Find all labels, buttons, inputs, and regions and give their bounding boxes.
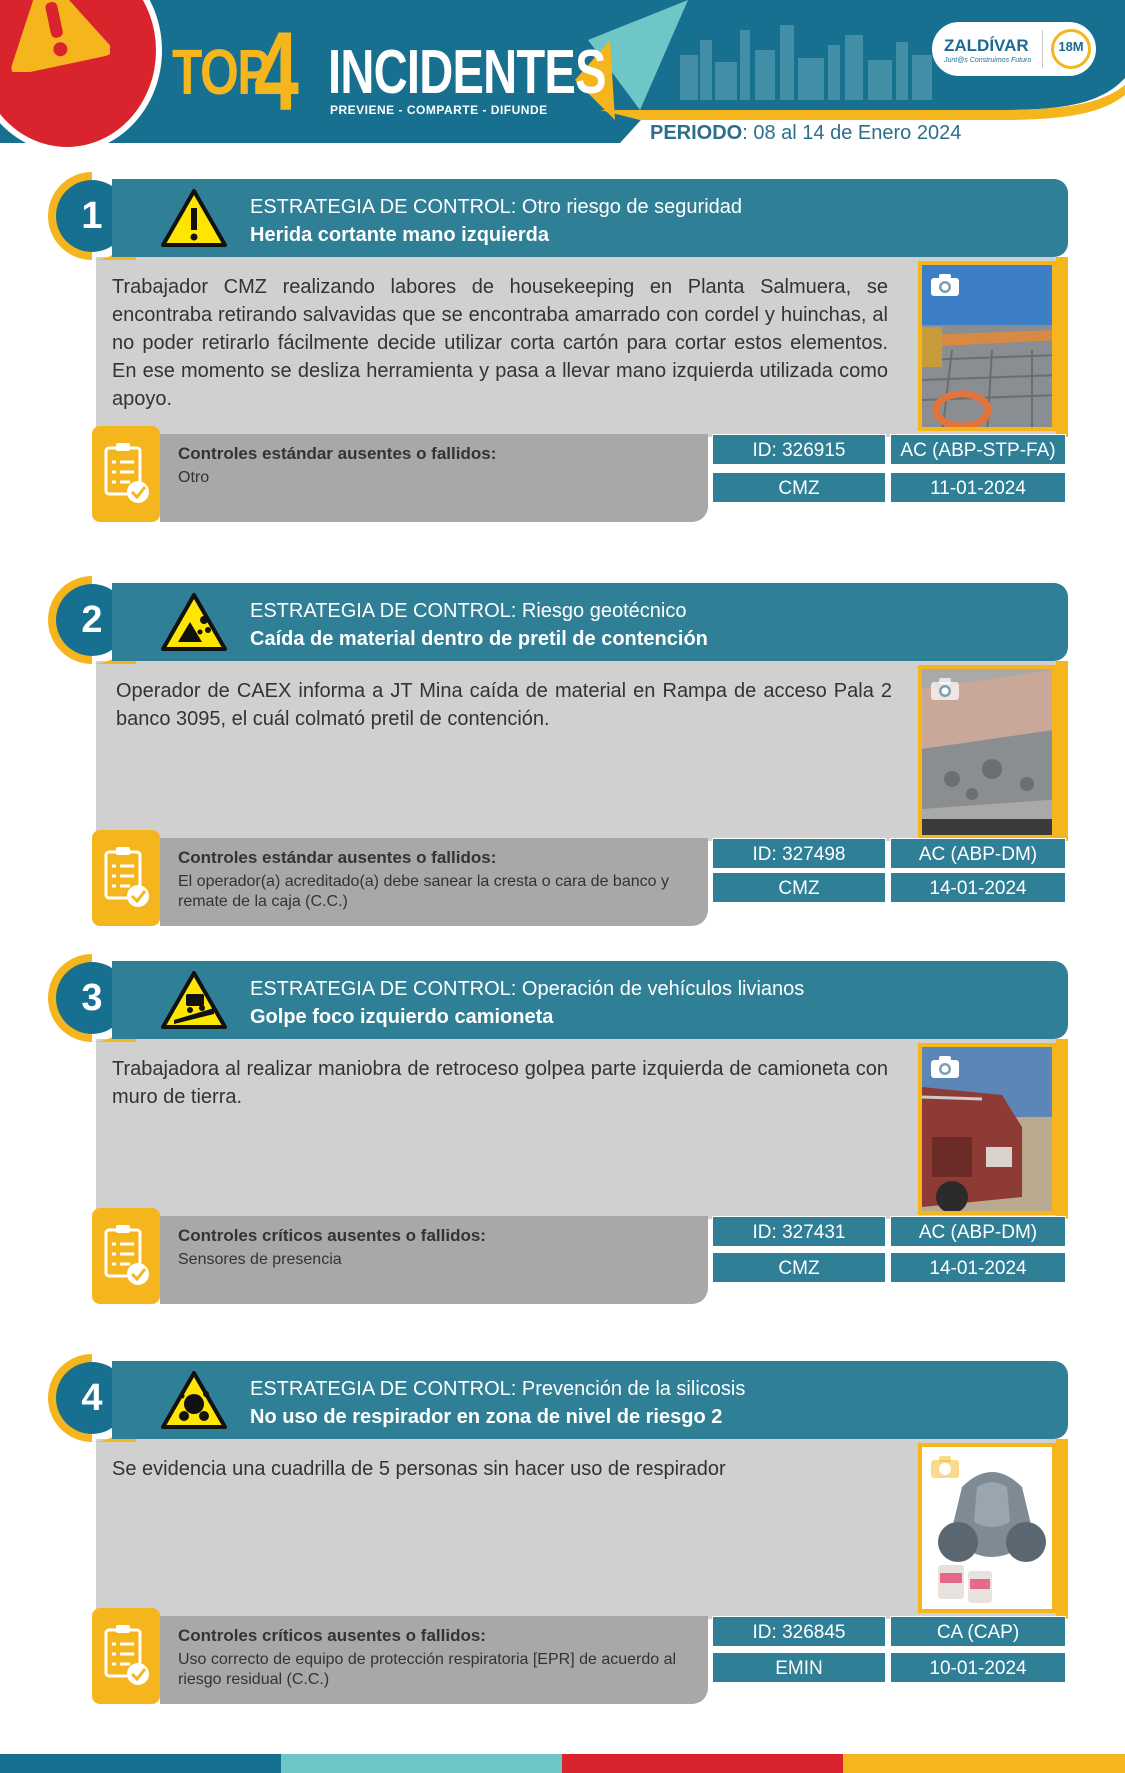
logo-slogan: Junt@s Construimos Futuro	[944, 57, 1032, 64]
controls-box	[160, 434, 708, 522]
incident-id: ID: 327498	[712, 838, 886, 869]
incident-id: ID: 327431	[712, 1216, 886, 1247]
control-strategy: ESTRATEGIA DE CONTROL: Riesgo geotécnico	[250, 600, 687, 622]
incident-title: Caída de material dentro de pretil de contención	[250, 628, 708, 650]
controls-box	[160, 1616, 708, 1704]
incident-number: 4	[81, 1377, 103, 1419]
incident-classification: AC (ABP-DM)	[890, 838, 1066, 869]
checklist-icon-box	[92, 426, 160, 522]
controls-title: Controles críticos ausentes o fallidos:	[178, 1226, 486, 1245]
logo-name: ZALDÍVAR	[944, 36, 1029, 55]
incident-number: 1	[81, 195, 103, 237]
period-value: : 08 al 14 de Enero 2024	[742, 122, 962, 144]
respiratory-hazard-icon	[160, 1370, 228, 1430]
title-number: 4	[254, 9, 299, 134]
card-accent	[1056, 661, 1068, 841]
vehicle-hazard-icon	[160, 970, 228, 1030]
incident-classification: CA (CAP)	[890, 1616, 1066, 1647]
card-accent	[1056, 1039, 1068, 1219]
controls-box	[160, 838, 708, 926]
card-accent	[1056, 1439, 1068, 1619]
checklist-icon	[92, 426, 160, 522]
camera-icon	[930, 273, 960, 297]
incident-description: Trabajadora al realizar maniobra de retroceso golpea parte izquierda de camioneta con muro de tierra.	[112, 1058, 888, 1108]
incident-photo[interactable]	[918, 1043, 1056, 1215]
controls-text: Otro	[178, 469, 210, 486]
incident-photo[interactable]	[918, 261, 1056, 431]
camera-icon	[930, 1055, 960, 1079]
controls-box	[160, 1216, 708, 1304]
incident-title: Herida cortante mano izquierda	[250, 224, 549, 246]
footer-bar-teal	[0, 1754, 281, 1773]
incident-date: 11-01-2024	[890, 472, 1066, 503]
incident-number: 2	[81, 599, 103, 641]
incident-date: 14-01-2024	[890, 1252, 1066, 1283]
incident-body	[96, 1439, 1068, 1619]
alert-icon	[0, 0, 110, 72]
controls-text: Uso correcto de equipo de protección respiratoria [EPR] de acuerdo al riesgo residual (C.C.)	[178, 1651, 677, 1688]
title-main: INCIDENTES	[328, 38, 606, 107]
footer-bar-light-teal	[281, 1754, 562, 1773]
card-accent	[1056, 257, 1068, 437]
incident-card	[0, 1350, 1125, 1710]
logo-divider	[1042, 30, 1043, 68]
control-strategy: ESTRATEGIA DE CONTROL: Otro riesgo de seguridad	[250, 196, 743, 218]
incident-company: EMIN	[712, 1652, 886, 1683]
incident-card	[0, 950, 1125, 1310]
incident-body	[96, 1039, 1068, 1219]
incident-card	[0, 168, 1125, 528]
warning-triangle-icon	[160, 188, 228, 248]
controls-title: Controles estándar ausentes o fallidos:	[178, 848, 497, 867]
checklist-icon	[92, 1208, 160, 1304]
incident-title: No uso de respirador en zona de nivel de riesgo 2	[250, 1406, 723, 1428]
anniversary-badge	[1051, 29, 1091, 69]
control-strategy: ESTRATEGIA DE CONTROL: Operación de vehículos livianos	[250, 978, 805, 1000]
incident-date: 10-01-2024	[890, 1652, 1066, 1683]
controls-text: Sensores de presencia	[178, 1251, 342, 1268]
period-label: PERIODO	[650, 122, 743, 144]
checklist-icon	[92, 830, 160, 926]
company-logo	[932, 22, 1096, 76]
title-top: TOP	[172, 36, 270, 108]
checklist-icon-box	[92, 830, 160, 926]
incident-id: ID: 326915	[712, 434, 886, 465]
checklist-icon-box	[92, 1608, 160, 1704]
incident-body	[96, 257, 1068, 437]
incident-description: Operador de CAEX informa a JT Mina caída de material en Rampa de acceso Pala 2 banco 3095, el cuál colmató pretil de contención.	[116, 680, 892, 730]
footer-bar-yellow	[843, 1754, 1125, 1773]
period	[650, 122, 961, 145]
incident-company: CMZ	[712, 872, 886, 903]
incident-body	[96, 661, 1068, 841]
report-header	[0, 0, 1125, 150]
checklist-icon	[92, 1608, 160, 1704]
footer-bar-red	[562, 1754, 843, 1773]
control-strategy: ESTRATEGIA DE CONTROL: Prevención de la silicosis	[250, 1378, 746, 1400]
incident-date: 14-01-2024	[890, 872, 1066, 903]
incident-id: ID: 326845	[712, 1616, 886, 1647]
incident-number: 3	[81, 977, 103, 1019]
incident-title: Golpe foco izquierdo camioneta	[250, 1006, 554, 1028]
controls-title: Controles estándar ausentes o fallidos:	[178, 444, 497, 463]
camera-icon	[930, 677, 960, 701]
tagline: PREVIENE - COMPARTE - DIFUNDE	[330, 103, 548, 117]
incident-description: Se evidencia una cuadrilla de 5 personas sin hacer uso de respirador	[112, 1458, 726, 1480]
incident-classification: AC (ABP-DM)	[890, 1216, 1066, 1247]
incident-classification: AC (ABP-STP-FA)	[890, 434, 1066, 465]
incident-description: Trabajador CMZ realizando labores de housekeeping en Planta Salmuera, se encontraba retirando salvavidas que se encontraba amarrado con cordel y huinchas, al no poder retirarlo fácilmente decide utilizar corta cartón para cortar estos elementos. En ese momento se desliza herramienta y pasa a llevar mano izquierda utilizada como apoyo.	[112, 276, 888, 410]
camera-icon	[930, 1455, 960, 1479]
incident-photo[interactable]	[918, 665, 1056, 839]
incident-photo[interactable]	[918, 1443, 1056, 1613]
incident-company: CMZ	[712, 472, 886, 503]
checklist-icon-box	[92, 1208, 160, 1304]
falling-rocks-icon	[160, 592, 228, 652]
incident-card	[0, 572, 1125, 932]
controls-title: Controles críticos ausentes o fallidos:	[178, 1626, 486, 1645]
controls-text: El operador(a) acreditado(a) debe sanear la cresta o cara de banco y remate de la caja (C.C.)	[178, 873, 669, 910]
incident-company: CMZ	[712, 1252, 886, 1283]
badge-number: 18M	[1058, 39, 1084, 54]
